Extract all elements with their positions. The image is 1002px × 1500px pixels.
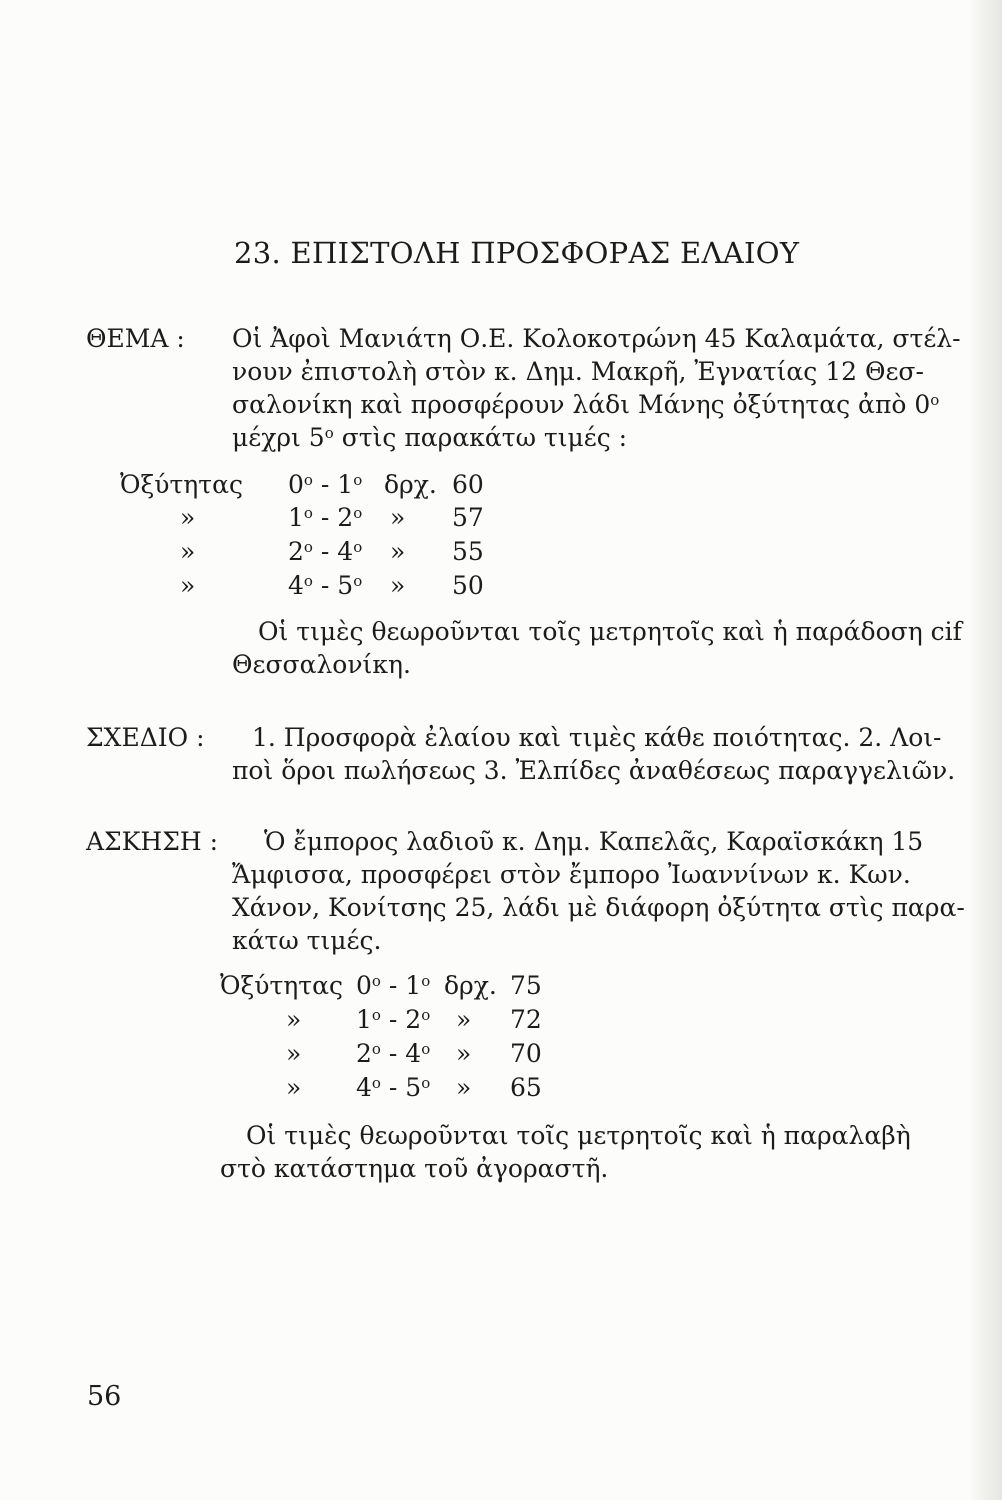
- page-title: 23. ΕΠΙΣΤΟΛΗ ΠΡΟΣΦΟΡΑΣ ΕΛΑΙΟΥ: [234, 236, 800, 270]
- askisi-line-4: κάτω τιμές.: [232, 926, 382, 955]
- askisi-line-3: Χάνον, Κονίτσης 25, λάδι μὲ διάφορη ὀξύτητα στὶς παρα-: [232, 893, 965, 922]
- askisi-note: [220, 1119, 911, 1185]
- askisi-label: ΑΣΚΗΣΗ :: [86, 827, 219, 856]
- schedio-label: ΣΧΕΔΙΟ :: [86, 723, 205, 752]
- note-line-1: Οἱ τιμὲς θεωροῦνται τοῖς μετρητοῖς καὶ ἡ παράδοση cif: [258, 617, 962, 646]
- note-line-2: Θεσσαλονίκη.: [232, 650, 411, 679]
- schedio-paragraph: [232, 721, 956, 787]
- thema-note: [232, 615, 962, 681]
- thema-label: ΘΕΜΑ :: [86, 324, 185, 353]
- askisi-line-2: Ἄμφισσα, προσφέρει στὸν ἔμπορο Ἰωαννίνων κ. Κων.: [232, 860, 911, 889]
- thema-line-3: σαλονίκη καὶ προσφέρουν λάδι Μάνης ὀξύτητας ἀπὸ $0^o$: [232, 390, 940, 419]
- schedio-line-1: 1. Προσφορὰ ἐλαίου καὶ τιμὲς κάθε ποιότητας. 2. Λοι-: [252, 723, 942, 752]
- schedio-line-2: ποὶ ὅροι πωλήσεως 3. Ἐλπίδες ἀναθέσεως παραγγελιῶν.: [232, 756, 956, 785]
- degree-mark: ο: [930, 390, 940, 409]
- note-line-2: στὸ κατάστημα τοῦ ἀγοραστῆ.: [220, 1154, 609, 1183]
- page-number: 56: [87, 1381, 122, 1412]
- degree-mark: ο: [324, 423, 334, 442]
- askisi-line-1: Ὁ ἔμπορος λαδιοῦ κ. Δημ. Καπελᾶς, Καραϊσκάκη 15: [264, 827, 924, 856]
- thema-line-2: νουν ἐπιστολὴ στὸν κ. Δημ. Μακρῆ, Ἐγνατίας 12 Θεσ-: [232, 357, 924, 386]
- thema-line-1: Οἱ Ἀφοὶ Μανιάτη Ο.Ε. Κολοκοτρώνη 45 Καλαμάτα, στέλ-: [232, 324, 961, 353]
- note-line-1: Οἱ τιμὲς θεωροῦνται τοῖς μετρητοῖς καὶ ἡ παραλαβὴ: [246, 1121, 911, 1150]
- askisi-paragraph: [232, 825, 965, 957]
- book-spine-shadow: [968, 0, 1002, 1500]
- thema-paragraph: [232, 322, 961, 454]
- thema-line-4: μέχρι $5^o$ στὶς παρακάτω τιμές :: [232, 423, 628, 452]
